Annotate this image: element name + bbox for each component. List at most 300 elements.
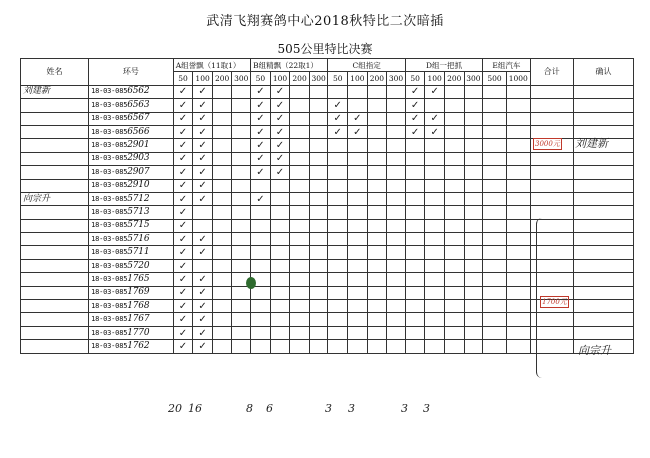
check-cell-c bbox=[367, 300, 387, 313]
check-cell-c bbox=[367, 112, 387, 125]
check-cell-c: ✓ bbox=[328, 112, 348, 125]
check-cell-a bbox=[212, 219, 232, 232]
check-cell-c bbox=[328, 192, 348, 205]
total-cell bbox=[530, 179, 573, 192]
check-cell-a: ✓ bbox=[173, 192, 193, 205]
check-cell-c bbox=[367, 286, 387, 299]
check-cell-a: ✓ bbox=[173, 259, 193, 272]
check-cell-b: ✓ bbox=[251, 152, 271, 165]
check-cell-b bbox=[309, 206, 328, 219]
check-cell-d bbox=[444, 326, 464, 339]
check-cell-a bbox=[193, 206, 213, 219]
check-cell-d bbox=[444, 139, 464, 152]
check-cell-b bbox=[251, 326, 271, 339]
check-cell-c bbox=[328, 340, 348, 353]
check-cell-c bbox=[348, 326, 368, 339]
header-ring: 环号 bbox=[89, 59, 174, 86]
check-cell-e bbox=[483, 219, 507, 232]
check-cell-a bbox=[212, 259, 232, 272]
check-cell-e bbox=[483, 152, 507, 165]
check-cell-a: ✓ bbox=[173, 206, 193, 219]
check-cell-d bbox=[444, 85, 464, 98]
owner-name bbox=[21, 273, 89, 286]
ring-number bbox=[89, 112, 174, 125]
check-cell-d bbox=[405, 313, 425, 326]
check-cell-d: ✓ bbox=[425, 85, 445, 98]
check-cell-d bbox=[464, 300, 483, 313]
check-cell-d bbox=[444, 206, 464, 219]
total-a50: 20 bbox=[168, 402, 182, 415]
check-cell-b: ✓ bbox=[270, 166, 290, 179]
header-c-amt: 50 bbox=[328, 72, 348, 85]
check-cell-b bbox=[290, 125, 310, 138]
header-b-amt: 200 bbox=[290, 72, 310, 85]
check-cell-b: ✓ bbox=[270, 125, 290, 138]
check-cell-c bbox=[367, 192, 387, 205]
ring-handwritten-digits: 5712 bbox=[127, 193, 150, 204]
check-cell-c: ✓ bbox=[348, 112, 368, 125]
total-cell bbox=[530, 125, 573, 138]
check-cell-c bbox=[387, 233, 406, 246]
check-cell-d bbox=[405, 340, 425, 353]
check-cell-b bbox=[309, 112, 328, 125]
confirm-cell bbox=[573, 85, 633, 98]
check-cell-c bbox=[367, 313, 387, 326]
ring-handwritten-digits: 1769 bbox=[127, 287, 150, 298]
check-cell-b bbox=[270, 206, 290, 219]
check-cell-a bbox=[232, 179, 251, 192]
check-cell-b bbox=[290, 259, 310, 272]
confirm-cell bbox=[573, 259, 633, 272]
check-cell-d bbox=[444, 259, 464, 272]
check-cell-b bbox=[251, 179, 271, 192]
check-cell-c bbox=[387, 313, 406, 326]
check-cell-c bbox=[328, 273, 348, 286]
check-cell-a: ✓ bbox=[193, 139, 213, 152]
check-cell-d bbox=[405, 273, 425, 286]
check-cell-d bbox=[425, 233, 445, 246]
check-cell-c bbox=[348, 192, 368, 205]
check-cell-e bbox=[483, 340, 507, 353]
ring-prefix: 18-03-085 bbox=[91, 328, 128, 337]
check-cell-a: ✓ bbox=[173, 125, 193, 138]
check-cell-b bbox=[309, 85, 328, 98]
ring-prefix: 18-03-085 bbox=[91, 234, 128, 243]
check-cell-c bbox=[387, 139, 406, 152]
ring-number bbox=[89, 259, 174, 272]
check-cell-d: ✓ bbox=[405, 99, 425, 112]
table-row bbox=[21, 192, 634, 205]
check-cell-b bbox=[251, 259, 271, 272]
header-b-amt: 300 bbox=[309, 72, 328, 85]
check-cell-b bbox=[309, 219, 328, 232]
check-cell-a: ✓ bbox=[193, 326, 213, 339]
ring-number bbox=[89, 233, 174, 246]
check-cell-b bbox=[290, 246, 310, 259]
owner-name bbox=[21, 139, 89, 152]
table-row bbox=[21, 99, 634, 112]
check-cell-c bbox=[328, 219, 348, 232]
ring-prefix: 18-03-085 bbox=[91, 194, 128, 203]
check-cell-d bbox=[405, 246, 425, 259]
check-cell-d bbox=[444, 219, 464, 232]
ring-prefix: 18-03-085 bbox=[91, 301, 128, 310]
check-cell-e bbox=[483, 99, 507, 112]
header-d-amt: 100 bbox=[425, 72, 445, 85]
check-cell-d bbox=[464, 85, 483, 98]
check-cell-e bbox=[506, 246, 530, 259]
check-cell-d bbox=[464, 206, 483, 219]
check-cell-a bbox=[212, 300, 232, 313]
check-cell-b: ✓ bbox=[270, 152, 290, 165]
check-cell-c bbox=[367, 233, 387, 246]
header-d-amt: 200 bbox=[444, 72, 464, 85]
check-cell-a bbox=[232, 112, 251, 125]
check-cell-c bbox=[348, 85, 368, 98]
total-cell bbox=[530, 152, 573, 165]
check-cell-b bbox=[251, 313, 271, 326]
check-cell-d bbox=[405, 166, 425, 179]
check-cell-c bbox=[387, 112, 406, 125]
check-cell-d bbox=[464, 286, 483, 299]
check-cell-a: ✓ bbox=[173, 152, 193, 165]
check-cell-d bbox=[425, 206, 445, 219]
check-cell-b bbox=[270, 246, 290, 259]
header-a-amt: 50 bbox=[173, 72, 193, 85]
check-cell-e bbox=[506, 152, 530, 165]
check-cell-b bbox=[251, 300, 271, 313]
check-cell-d bbox=[464, 340, 483, 353]
check-cell-a bbox=[232, 259, 251, 272]
check-cell-b bbox=[251, 246, 271, 259]
check-cell-a: ✓ bbox=[173, 340, 193, 353]
check-cell-a bbox=[212, 326, 232, 339]
check-cell-e bbox=[506, 326, 530, 339]
check-cell-e bbox=[506, 233, 530, 246]
check-cell-a bbox=[212, 192, 232, 205]
check-cell-a bbox=[232, 326, 251, 339]
check-cell-c bbox=[328, 179, 348, 192]
check-cell-c bbox=[328, 139, 348, 152]
check-cell-b bbox=[270, 219, 290, 232]
check-cell-a bbox=[232, 125, 251, 138]
check-cell-b bbox=[309, 99, 328, 112]
check-cell-c bbox=[387, 179, 406, 192]
check-cell-e bbox=[506, 313, 530, 326]
check-cell-e bbox=[506, 259, 530, 272]
check-cell-c bbox=[367, 152, 387, 165]
owner-name: 向宗升 bbox=[21, 192, 89, 205]
check-cell-d: ✓ bbox=[425, 112, 445, 125]
check-cell-a bbox=[232, 219, 251, 232]
confirm-cell bbox=[573, 166, 633, 179]
confirm-cell bbox=[573, 192, 633, 205]
check-cell-e bbox=[483, 166, 507, 179]
check-cell-a bbox=[212, 206, 232, 219]
check-cell-b bbox=[290, 300, 310, 313]
confirm-cell bbox=[573, 112, 633, 125]
check-cell-b bbox=[290, 326, 310, 339]
check-cell-b: ✓ bbox=[251, 192, 271, 205]
check-cell-b bbox=[309, 166, 328, 179]
check-cell-b bbox=[270, 179, 290, 192]
header-group-d: D组一把抓 bbox=[405, 59, 482, 72]
check-cell-e bbox=[506, 219, 530, 232]
total-b50: 8 bbox=[246, 402, 253, 415]
header-group-a: A组誉飘（11取1） bbox=[173, 59, 250, 72]
check-cell-a: ✓ bbox=[193, 313, 213, 326]
check-cell-c bbox=[348, 340, 368, 353]
ring-prefix: 18-03-085 bbox=[91, 87, 128, 96]
check-cell-b bbox=[290, 179, 310, 192]
check-cell-c bbox=[348, 99, 368, 112]
confirm-cell bbox=[573, 246, 633, 259]
ring-handwritten-digits: 6563 bbox=[127, 99, 150, 110]
check-cell-d bbox=[425, 313, 445, 326]
check-cell-c bbox=[348, 166, 368, 179]
confirm-cell bbox=[573, 313, 633, 326]
check-cell-e bbox=[506, 286, 530, 299]
check-cell-d bbox=[464, 313, 483, 326]
check-cell-b bbox=[309, 286, 328, 299]
check-cell-a: ✓ bbox=[193, 233, 213, 246]
check-cell-d bbox=[425, 99, 445, 112]
check-cell-a: ✓ bbox=[193, 286, 213, 299]
check-cell-c bbox=[387, 326, 406, 339]
check-cell-b bbox=[270, 259, 290, 272]
check-cell-b bbox=[290, 152, 310, 165]
confirm-signature-1: 刘建新 bbox=[575, 137, 608, 150]
table-row bbox=[21, 179, 634, 192]
check-cell-b bbox=[270, 273, 290, 286]
check-cell-b bbox=[290, 286, 310, 299]
owner-name bbox=[21, 326, 89, 339]
check-cell-c bbox=[387, 85, 406, 98]
check-cell-c bbox=[367, 139, 387, 152]
check-cell-c bbox=[387, 286, 406, 299]
check-cell-c bbox=[367, 340, 387, 353]
check-cell-a: ✓ bbox=[193, 112, 213, 125]
check-cell-c bbox=[348, 259, 368, 272]
ring-number bbox=[89, 273, 174, 286]
check-cell-a: ✓ bbox=[193, 166, 213, 179]
check-cell-d: ✓ bbox=[405, 125, 425, 138]
check-cell-c bbox=[367, 326, 387, 339]
check-cell-c bbox=[387, 152, 406, 165]
check-cell-b bbox=[309, 300, 328, 313]
check-cell-c: ✓ bbox=[348, 125, 368, 138]
owner-name bbox=[21, 179, 89, 192]
check-cell-b bbox=[309, 340, 328, 353]
check-cell-d bbox=[444, 192, 464, 205]
check-cell-b bbox=[309, 246, 328, 259]
check-cell-a: ✓ bbox=[173, 85, 193, 98]
ring-handwritten-digits: 5716 bbox=[127, 233, 150, 244]
check-cell-c bbox=[367, 219, 387, 232]
ring-handwritten-digits: 6562 bbox=[127, 86, 150, 97]
check-cell-c bbox=[348, 206, 368, 219]
check-cell-e bbox=[483, 233, 507, 246]
check-cell-a: ✓ bbox=[173, 326, 193, 339]
check-cell-a bbox=[212, 85, 232, 98]
check-cell-a bbox=[232, 99, 251, 112]
check-cell-a: ✓ bbox=[193, 340, 213, 353]
check-cell-c bbox=[387, 340, 406, 353]
page-subtitle: 505公里特比决赛 bbox=[277, 42, 373, 56]
table-row bbox=[21, 166, 634, 179]
ring-prefix: 18-03-085 bbox=[91, 141, 128, 150]
check-cell-d bbox=[464, 192, 483, 205]
ring-handwritten-digits: 2907 bbox=[127, 166, 150, 177]
check-cell-a bbox=[232, 206, 251, 219]
check-cell-a bbox=[212, 286, 232, 299]
ring-prefix: 18-03-085 bbox=[91, 288, 128, 297]
check-cell-c bbox=[367, 99, 387, 112]
page-title: 武清飞翔赛鸽中心2018秋特比二次暗插 bbox=[206, 14, 444, 29]
check-cell-e bbox=[483, 85, 507, 98]
ring-number bbox=[89, 152, 174, 165]
check-cell-c bbox=[367, 85, 387, 98]
check-cell-b bbox=[290, 192, 310, 205]
check-cell-d bbox=[464, 166, 483, 179]
header-group-b: B组精飘（22取1） bbox=[251, 59, 328, 72]
check-cell-d bbox=[444, 179, 464, 192]
check-cell-c bbox=[387, 300, 406, 313]
ring-number bbox=[89, 326, 174, 339]
check-cell-e bbox=[483, 286, 507, 299]
check-cell-d bbox=[444, 300, 464, 313]
ring-prefix: 18-03-085 bbox=[91, 274, 128, 283]
check-cell-d bbox=[405, 206, 425, 219]
check-cell-e bbox=[506, 206, 530, 219]
check-cell-d bbox=[425, 259, 445, 272]
amount-note-1: 3000元 bbox=[535, 140, 560, 148]
check-cell-b bbox=[290, 219, 310, 232]
owner-name bbox=[21, 219, 89, 232]
ring-handwritten-digits: 2910 bbox=[127, 180, 150, 191]
check-cell-e bbox=[506, 179, 530, 192]
check-cell-c bbox=[348, 273, 368, 286]
ring-handwritten-digits: 1770 bbox=[127, 327, 150, 338]
confirm-cell bbox=[573, 219, 633, 232]
check-cell-c bbox=[328, 166, 348, 179]
ring-handwritten-digits: 5720 bbox=[127, 260, 150, 271]
check-cell-b: ✓ bbox=[251, 125, 271, 138]
check-cell-a: ✓ bbox=[193, 125, 213, 138]
check-cell-b bbox=[309, 313, 328, 326]
check-cell-a: ✓ bbox=[173, 313, 193, 326]
check-cell-a: ✓ bbox=[173, 286, 193, 299]
check-cell-e bbox=[483, 179, 507, 192]
check-cell-d bbox=[464, 233, 483, 246]
check-cell-d bbox=[444, 125, 464, 138]
check-cell-b bbox=[270, 286, 290, 299]
check-cell-c bbox=[328, 259, 348, 272]
check-cell-b bbox=[290, 233, 310, 246]
check-cell-d bbox=[464, 273, 483, 286]
check-cell-d bbox=[425, 179, 445, 192]
check-cell-d bbox=[405, 139, 425, 152]
check-cell-c bbox=[348, 219, 368, 232]
check-cell-c bbox=[387, 192, 406, 205]
header-confirm: 确认 bbox=[573, 59, 633, 86]
check-cell-b bbox=[290, 340, 310, 353]
check-cell-c bbox=[328, 286, 348, 299]
check-cell-d bbox=[464, 179, 483, 192]
check-cell-d bbox=[405, 152, 425, 165]
ring-number bbox=[89, 99, 174, 112]
check-cell-c bbox=[367, 273, 387, 286]
check-cell-d bbox=[425, 152, 445, 165]
check-cell-a bbox=[232, 340, 251, 353]
ring-number bbox=[89, 85, 174, 98]
check-cell-d bbox=[405, 259, 425, 272]
confirm-cell bbox=[573, 326, 633, 339]
check-cell-d bbox=[444, 246, 464, 259]
check-cell-a bbox=[232, 313, 251, 326]
ring-number bbox=[89, 300, 174, 313]
check-cell-c bbox=[328, 233, 348, 246]
check-cell-a bbox=[232, 300, 251, 313]
header-b-amt: 50 bbox=[251, 72, 271, 85]
check-cell-a: ✓ bbox=[193, 179, 213, 192]
check-cell-d bbox=[464, 99, 483, 112]
check-cell-b bbox=[309, 179, 328, 192]
check-cell-d bbox=[444, 99, 464, 112]
check-cell-e bbox=[483, 125, 507, 138]
ring-number bbox=[89, 125, 174, 138]
check-cell-c bbox=[348, 286, 368, 299]
check-cell-a: ✓ bbox=[193, 99, 213, 112]
check-cell-a: ✓ bbox=[173, 112, 193, 125]
check-cell-d bbox=[464, 326, 483, 339]
header-name: 姓名 bbox=[21, 59, 89, 86]
check-cell-d bbox=[425, 300, 445, 313]
total-cell bbox=[530, 85, 573, 98]
check-cell-c bbox=[387, 99, 406, 112]
total-c100: 3 bbox=[348, 402, 355, 415]
ring-handwritten-digits: 1765 bbox=[127, 273, 150, 284]
header-c-amt: 200 bbox=[367, 72, 387, 85]
check-cell-a bbox=[193, 219, 213, 232]
check-cell-a bbox=[212, 125, 232, 138]
check-cell-d bbox=[464, 139, 483, 152]
check-cell-b: ✓ bbox=[270, 85, 290, 98]
check-cell-d: ✓ bbox=[405, 112, 425, 125]
check-cell-d bbox=[444, 152, 464, 165]
check-cell-c bbox=[367, 259, 387, 272]
check-cell-a: ✓ bbox=[173, 233, 193, 246]
confirm-cell bbox=[573, 300, 633, 313]
owner-name bbox=[21, 259, 89, 272]
check-cell-b bbox=[309, 326, 328, 339]
ring-prefix: 18-03-085 bbox=[91, 341, 128, 350]
ring-handwritten-digits: 2903 bbox=[127, 153, 150, 164]
check-cell-a: ✓ bbox=[193, 192, 213, 205]
check-cell-b bbox=[290, 112, 310, 125]
table-row bbox=[21, 112, 634, 125]
header-total: 合计 bbox=[530, 59, 573, 86]
check-cell-e bbox=[506, 112, 530, 125]
owner-name bbox=[21, 313, 89, 326]
check-cell-b bbox=[270, 313, 290, 326]
check-cell-a: ✓ bbox=[193, 85, 213, 98]
confirm-cell bbox=[573, 233, 633, 246]
check-cell-d bbox=[405, 286, 425, 299]
owner-name: 刘建新 bbox=[21, 85, 89, 98]
check-cell-b bbox=[290, 206, 310, 219]
check-cell-d bbox=[405, 300, 425, 313]
